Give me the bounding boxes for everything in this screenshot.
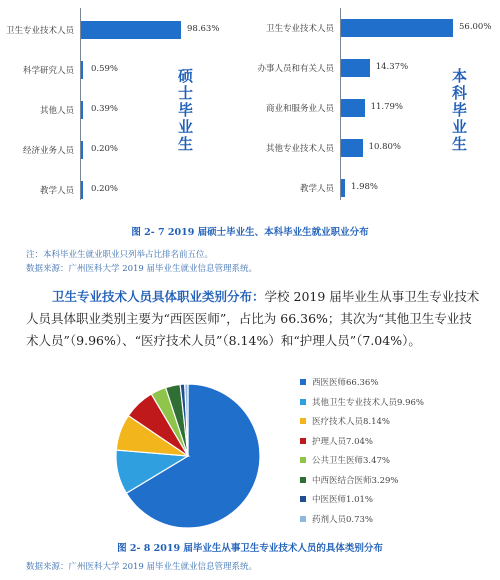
legend-item [300,376,378,388]
category-label: 其他人员 [39,106,74,116]
chart-title-master: 硕士毕业生 [178,67,194,153]
data-label: 56.00% [459,22,492,32]
legend-item [300,435,373,447]
data-label: 0.39% [91,104,119,114]
category-label: 经济业务人员 [22,146,74,156]
paragraph-body: 学校 2019 届毕业生从事卫生专业技术人员具体职业类别主要为“西医医师”，占比为 66.36%；其次为“其他卫生专业技术人员”（9.96%）、“医疗技术人员”（8.14%）和“护理人员”（7.04%）。 [26,289,480,348]
legend-item [300,474,399,486]
bar [81,181,83,199]
legend-swatch [300,516,306,522]
data-label: 1.98% [351,182,379,192]
legend-label: 西医医师66.36% [312,378,379,388]
paragraph [26,286,481,352]
legend-swatch [300,457,306,463]
legend-label: 中医医师1.01% [312,495,374,505]
legend-label: 药剂人员0.73% [312,514,374,525]
category-label: 办事人员和有关人员 [257,64,334,74]
legend-item [300,396,424,408]
figure-caption-2: 图 2- 8 2019 届毕业生从事卫生专业技术人员的具体类别分布 [117,543,383,554]
category-label: 其他专业技术人员 [265,144,334,154]
category-label: 卫生专业技术人员 [5,26,74,36]
data-label: 0.20% [91,144,119,154]
legend-label: 医疗技术人员8.14% [312,417,391,427]
data-label: 11.79% [370,102,403,112]
category-label: 卫生专业技术人员 [265,24,334,34]
category-label: 科学研究人员 [22,66,74,76]
data-label: 0.20% [91,184,119,194]
data-label: 10.80% [368,142,402,152]
data-source-2: 数据来源：广州医科大学 2019 届毕业生就业信息管理系统。 [26,562,258,572]
bar [341,139,363,157]
bar [81,141,83,159]
category-label: 商业和服务业人员 [265,104,334,114]
figure-note: 注：本科毕业生就业职业只列举占比排名前五位。 [26,250,214,260]
legend-label: 护理人员7.04% [312,436,374,447]
legend-item [300,454,390,466]
legend-swatch [300,438,306,444]
category-label: 教学人员 [39,186,74,196]
bar [341,99,365,117]
bar [81,61,83,79]
data-label: 14.37% [375,62,409,72]
legend-swatch [300,418,306,424]
category-label: 教学人员 [299,184,334,194]
data-label: 98.63% [187,24,220,34]
legend-item [300,415,390,427]
bar [341,179,345,197]
data-source: 数据来源：广州医科大学 2019 届毕业生就业信息管理系统。 [26,264,258,274]
data-label: 0.59% [91,64,119,74]
legend-label: 其他卫生专业技术人员9.96% [312,397,425,408]
legend-swatch [300,477,306,483]
figure-caption: 图 2- 7 2019 届硕士毕业生、本科毕业生就业职业分布 [131,227,369,238]
bar [81,21,181,39]
bar [341,59,370,77]
legend-label: 中西医结合医师3.29% [312,475,399,486]
bar [341,19,453,37]
legend-item [300,513,373,525]
chart-title-undergrad: 本科毕业生 [452,67,468,153]
pie-chart [98,366,278,546]
paragraph-lead: 卫生专业技术人员具体职业类别分布： [52,289,265,304]
bar [81,101,83,119]
legend-item [300,493,373,505]
legend-swatch [300,496,306,502]
legend-label: 公共卫生医师3.47% [312,456,391,466]
legend-swatch [300,379,306,385]
legend-swatch [300,399,306,405]
